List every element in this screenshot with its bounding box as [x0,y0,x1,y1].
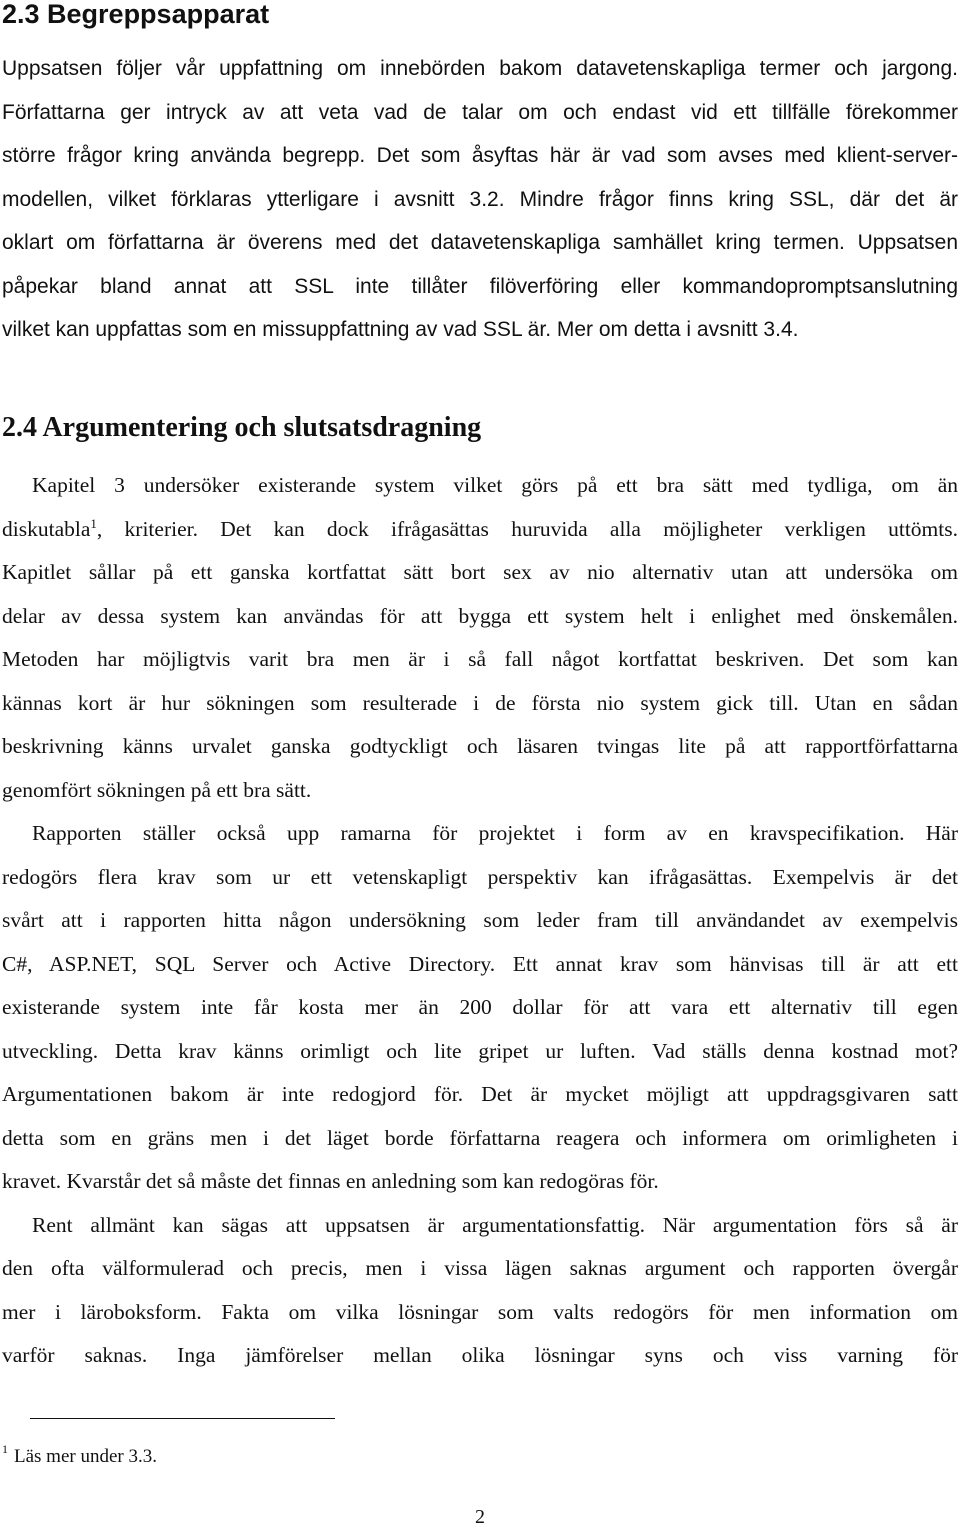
paragraph-line: Uppsatsen följer vår uppfattning om innebörden bakom datavetenskapliga termer och jargong. [2,57,958,80]
paragraph-line: utveckling. Detta krav känns orimligt och lite gripet ur luften. Vad ställs denna kostnad mot? [2,1038,958,1063]
paragraph-line: modellen, vilket förklaras ytterligare i avsnitt 3.2. Mindre frågor finns kring SSL, där det är [2,187,958,211]
footnote-reference: 1 [90,515,97,531]
paragraph-line: Författarna ger intryck av att veta vad de talar om och endast vid ett tillfälle förekommer [2,100,958,124]
paragraph-line: Argumentationen bakom är inte redogjord för. Det är mycket möjligt att uppdragsgivaren satt [2,1082,958,1106]
paragraph-line: redogörs flera krav som ur ett vetenskapligt perspektiv kan ifrågasättas. Exempelvis är det [2,864,958,889]
paragraph-1 [2,464,958,812]
section-2-4-body [2,464,958,1378]
paragraph-line: beskrivning känns urvalet ganska godtyckligt och läsaren tvingas lite på att rapportförfattarna [2,734,958,758]
paragraph-line: Metoden har möjligtvis varit bra men är i så fall något kortfattat beskriven. Det som kan [2,647,958,671]
paragraph-line: svårt att i rapporten hitta någon undersökning som leder fram till användandet av exempelvis [2,908,958,932]
footnote-mark: 1 [2,1442,8,1456]
page-number: 2 [475,1506,485,1528]
paragraph-line: C#, ASP.NET, SQL Server och Active Directory. Ett annat krav som hänvisas till är att ett [2,951,958,976]
paragraph-line: den ofta välformulerad och precis, men i vissa lägen saknas argument och rapporten övergår [2,1256,958,1280]
paragraph-line-continued: , kriterier. Det kan dock ifrågasättas huruvida alla möjligheter verkligen uttömts. [96,516,958,541]
paragraph-line: vilket kan uppfattas som en missuppfattning av vad SSL är. Mer om detta i avsnitt 3.4. [2,318,799,341]
footnote-separator [30,1418,335,1419]
section-heading-2-4: 2.4 Argumentering och slutsatsdragning [2,412,482,443]
paragraph-line: varför saknas. Inga jämförelser mellan olika lösningar syns och viss varning för [2,1343,958,1367]
paragraph-2 [2,812,958,1204]
paragraph-line: Rent allmänt kan sägas att uppsatsen är argumentationsfattig. När argumentation förs så är [32,1212,958,1237]
section-heading-2-3: 2.3 Begreppsapparat [2,0,270,29]
paragraph-line: existerande system inte får kosta mer än 200 dollar för att vara ett alternativ till egen [2,995,958,1019]
paragraph-line: oklart om författarna är överens med det datavetenskapliga samhället kring termen. Uppsatsen [2,231,958,254]
paragraph-line: Kapitlet sållar på ett ganska kortfattat sätt bort sex av nio alternativ utan att undersöka om [2,560,958,584]
paragraph-line: delar av dessa system kan användas för att bygga ett system helt i enlighet med önskemålen. [2,603,958,628]
paragraph-line: påpekar bland annat att SSL inte tillåter filöverföring eller kommandopromptsanslutning [2,274,958,298]
footnote-text: Läs mer under 3.3. [14,1446,157,1467]
paragraph-line: detta som en gräns men i det läget borde författarna reagera och informera om orimligheten i [2,1125,958,1150]
paragraph-line: Rapporten ställer också upp ramarna för projektet i form av en kravspecifikation. Här [32,821,958,845]
paragraph-line-with-footnote [2,508,958,552]
paragraph-line: genomfört sökningen på ett bra sätt. [2,777,312,802]
paragraph-line: Kapitel 3 undersöker existerande system vilket görs på ett bra sätt med tydliga, om än [32,473,958,497]
footnote-context-text: diskutabla [2,516,91,541]
paragraph-line: större frågor kring använda begrepp. Det som åsyftas här är vad som avses med klient-server- [2,144,958,167]
paragraph-line: mer i läroboksform. Fakta om vilka lösningar som valts redogörs för men information om [2,1299,958,1324]
paragraph-line: kännas kort är hur sökningen som resulterade i de första nio system gick till. Utan en sådan [2,690,958,715]
paragraph-3 [2,1204,958,1378]
section-2-3-paragraph [2,47,958,352]
paragraph-line: kravet. Kvarstår det så måste det finnas en anledning som kan redogöras för. [2,1169,659,1193]
footnote [2,1442,157,1472]
